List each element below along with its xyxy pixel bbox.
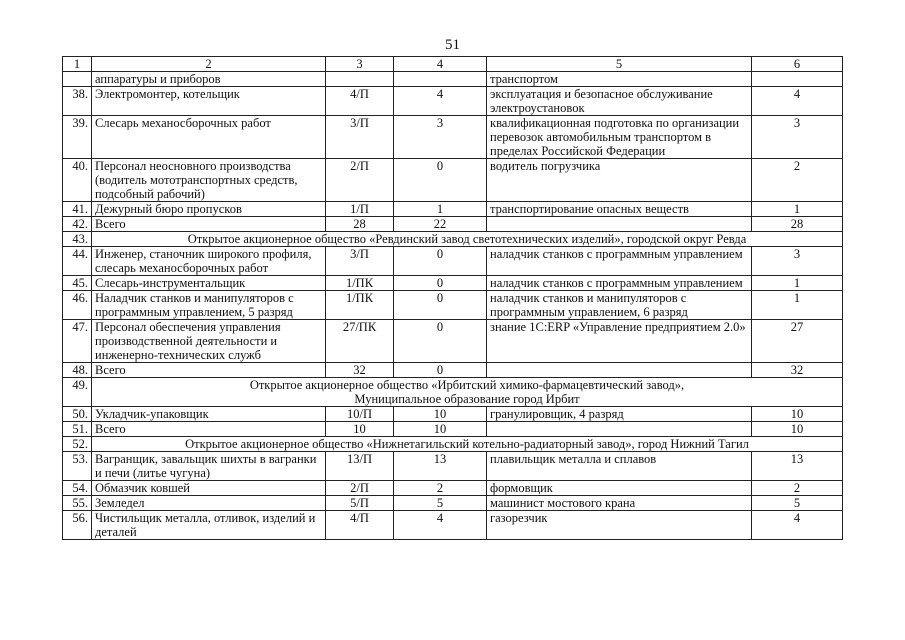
training-direction-cell: наладчик станков и манипуляторов с программным управлением, 6 разряд (487, 291, 752, 320)
training-direction-cell: эксплуатация и безопасное обслуживание электроустановок (487, 87, 752, 116)
training-direction-cell: водитель погрузчика (487, 159, 752, 202)
row-number: 40. (63, 159, 92, 202)
header-cell: 6 (752, 57, 843, 72)
section-title: Открытое акционерное общество «Ревдинский завод светотехнических изделий», городской округ Ревда (92, 232, 843, 247)
header-cell: 1 (63, 57, 92, 72)
count-category-cell: 32 (326, 363, 394, 378)
table-row (63, 202, 843, 217)
profession-cell: Слесарь механосборочных работ (92, 116, 326, 159)
total-count-cell: 1 (752, 202, 843, 217)
row-number: 53. (63, 452, 92, 481)
count-category-cell: 10/П (326, 407, 394, 422)
row-number: 43. (63, 232, 92, 247)
section-title: Открытое акционерное общество «Нижнетагильский котельно-радиаторный завод», город Нижний Тагил (92, 437, 843, 452)
total-count-cell: 4 (752, 511, 843, 540)
training-direction-cell (487, 363, 752, 378)
total-count-cell: 1 (752, 276, 843, 291)
count-category-cell: 5/П (326, 496, 394, 511)
section-title-line: Муниципальное образование город Ирбит (354, 392, 580, 406)
header-cell: 5 (487, 57, 752, 72)
total-row (63, 422, 843, 437)
planned-count-cell (394, 72, 487, 87)
row-number: 46. (63, 291, 92, 320)
page-number: 51 (445, 37, 460, 53)
profession-cell: Всего (92, 217, 326, 232)
total-count-cell: 3 (752, 116, 843, 159)
row-number (63, 72, 92, 87)
table-row (63, 159, 843, 202)
row-number: 49. (63, 378, 92, 407)
training-direction-cell: транспортирование опасных веществ (487, 202, 752, 217)
planned-count-cell: 10 (394, 407, 487, 422)
total-count-cell: 2 (752, 159, 843, 202)
row-number: 48. (63, 363, 92, 378)
planned-count-cell: 10 (394, 422, 487, 437)
count-category-cell: 4/П (326, 87, 394, 116)
planned-count-cell: 2 (394, 481, 487, 496)
profession-cell: Укладчик-упаковщик (92, 407, 326, 422)
profession-cell: Земледел (92, 496, 326, 511)
count-category-cell: 10 (326, 422, 394, 437)
count-category-cell: 2/П (326, 481, 394, 496)
header-cell: 3 (326, 57, 394, 72)
count-category-cell: 3/П (326, 247, 394, 276)
training-direction-cell: плавильщик металла и сплавов (487, 452, 752, 481)
total-count-cell: 10 (752, 422, 843, 437)
row-number: 41. (63, 202, 92, 217)
count-category-cell: 13/П (326, 452, 394, 481)
profession-cell: Наладчик станков и манипуляторов с программным управлением, 5 разряд (92, 291, 326, 320)
training-direction-cell: газорезчик (487, 511, 752, 540)
row-number: 45. (63, 276, 92, 291)
profession-cell: Слесарь-инструментальщик (92, 276, 326, 291)
row-number: 47. (63, 320, 92, 363)
header-cell: 2 (92, 57, 326, 72)
planned-count-cell: 3 (394, 116, 487, 159)
profession-cell: Обмазчик ковшей (92, 481, 326, 496)
training-direction-cell: транспортом (487, 72, 752, 87)
total-count-cell: 32 (752, 363, 843, 378)
profession-cell: аппаратуры и приборов (92, 72, 326, 87)
row-number: 44. (63, 247, 92, 276)
table-row (63, 276, 843, 291)
row-number: 39. (63, 116, 92, 159)
training-direction-cell: знание 1С:ERP «Управление предприятием 2.0» (487, 320, 752, 363)
total-count-cell: 28 (752, 217, 843, 232)
total-count-cell: 27 (752, 320, 843, 363)
row-number: 50. (63, 407, 92, 422)
total-count-cell: 13 (752, 452, 843, 481)
planned-count-cell: 4 (394, 87, 487, 116)
training-direction-cell: гранулировщик, 4 разряд (487, 407, 752, 422)
profession-cell: Персонал обеспечения управления производственной деятельности и инженерно-технических служб (92, 320, 326, 363)
total-count-cell: 3 (752, 247, 843, 276)
count-category-cell: 4/П (326, 511, 394, 540)
total-row (63, 217, 843, 232)
section-row (63, 378, 843, 407)
total-count-cell: 10 (752, 407, 843, 422)
count-category-cell: 2/П (326, 159, 394, 202)
table-row (63, 452, 843, 481)
profession-cell: Инженер, станочник широкого профиля, слесарь механосборочных работ (92, 247, 326, 276)
count-category-cell: 3/П (326, 116, 394, 159)
profession-cell: Персонал неосновного производства (водитель мототранспортных средств, подсобный рабочий) (92, 159, 326, 202)
row-number: 54. (63, 481, 92, 496)
planned-count-cell: 22 (394, 217, 487, 232)
row-number: 51. (63, 422, 92, 437)
planned-count-cell: 0 (394, 159, 487, 202)
planned-count-cell: 0 (394, 276, 487, 291)
table-row (63, 481, 843, 496)
planned-count-cell: 0 (394, 291, 487, 320)
row-number: 38. (63, 87, 92, 116)
total-count-cell: 2 (752, 481, 843, 496)
section-title-line: Открытое акционерное общество «Ирбитский химико-фармацевтический завод», (249, 378, 685, 392)
training-direction-cell: наладчик станков с программным управлением (487, 247, 752, 276)
count-category-cell: 1/ПК (326, 276, 394, 291)
planned-count-cell: 0 (394, 247, 487, 276)
row-number: 55. (63, 496, 92, 511)
document-table (62, 56, 843, 540)
section-row (63, 437, 843, 452)
table-row (63, 320, 843, 363)
table-row (63, 72, 843, 87)
row-number: 56. (63, 511, 92, 540)
profession-cell: Всего (92, 363, 326, 378)
row-number: 52. (63, 437, 92, 452)
table-row (63, 496, 843, 511)
training-direction-cell (487, 422, 752, 437)
planned-count-cell: 0 (394, 363, 487, 378)
table-row (63, 247, 843, 276)
training-direction-cell: наладчик станков с программным управлением (487, 276, 752, 291)
total-count-cell: 4 (752, 87, 843, 116)
planned-count-cell: 13 (394, 452, 487, 481)
training-direction-cell: машинист мостового крана (487, 496, 752, 511)
planned-count-cell: 1 (394, 202, 487, 217)
total-count-cell: 1 (752, 291, 843, 320)
planned-count-cell: 5 (394, 496, 487, 511)
training-direction-cell (487, 217, 752, 232)
count-category-cell: 27/ПК (326, 320, 394, 363)
section-title (92, 378, 843, 407)
planned-count-cell: 0 (394, 320, 487, 363)
section-row (63, 232, 843, 247)
header-cell: 4 (394, 57, 487, 72)
profession-cell: Электромонтер, котельщик (92, 87, 326, 116)
training-direction-cell: квалификационная подготовка по организации перевозок автомобильным транспортом в пределах Российской Федерации (487, 116, 752, 159)
profession-cell: Всего (92, 422, 326, 437)
training-direction-cell: формовщик (487, 481, 752, 496)
count-category-cell: 1/П (326, 202, 394, 217)
count-category-cell (326, 72, 394, 87)
total-count-cell: 5 (752, 496, 843, 511)
table-row (63, 116, 843, 159)
header-row (63, 57, 843, 72)
profession-cell: Вагранщик, завальщик шихты в вагранки и печи (литье чугуна) (92, 452, 326, 481)
table-row (63, 291, 843, 320)
total-row (63, 363, 843, 378)
profession-cell: Дежурный бюро пропусков (92, 202, 326, 217)
table-row (63, 407, 843, 422)
profession-cell: Чистильщик металла, отливок, изделий и деталей (92, 511, 326, 540)
planned-count-cell: 4 (394, 511, 487, 540)
count-category-cell: 1/ПК (326, 291, 394, 320)
row-number: 42. (63, 217, 92, 232)
count-category-cell: 28 (326, 217, 394, 232)
table-row (63, 87, 843, 116)
total-count-cell (752, 72, 843, 87)
table-row (63, 511, 843, 540)
